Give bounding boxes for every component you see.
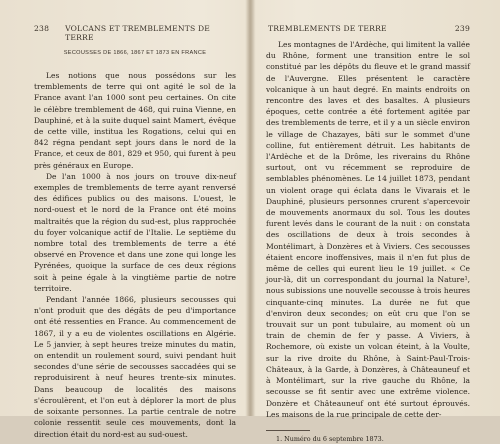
left-running-title: VOLCANS ET TREMBLEMENTS DE TERRE xyxy=(65,24,211,42)
left-page xyxy=(0,0,250,439)
footnote-divider xyxy=(266,430,310,431)
left-running-head xyxy=(34,24,236,42)
right-paragraph-1: Les montagnes de l'Ardèche, qui limitent la vallée du Rhône, forment une transition entre le sol constitué par les dépôts du fleuve et le grand massif de l'Auvergne. Elles présentent le caractère volcanique à un haut degré. En maints endroits on rencontre des laves et des basaltes. A plusieurs époques, cette contrée a été fortement agitée par des tremblements de terre, et il y a un siècle environ le village de Chazayes, bâti sur le sommet d'une colline, fut entièrement détruit. Les habitants de l'Ardèche et de la Drôme, les riverains du Rhône surtout, ont vu récemment se reproduire de semblables phénomènes. Le 14 juillet 1873, pendant un violent orage qui éclata dans le Vivarais et le Dauphiné, plusieurs personnes crurent s'apercevoir de mouvements anormaux du sol. Tous les doutes furent levés dans le courant de la nuit : on constata des oscillations de deux à trois secondes à Montélimart, à Donzères et à Viviers. Ces secousses étaient encore inoffensives, mais il n'en fut plus de même de celles qui eurent lieu le 19 juillet. « Ce jour-là, dit un correspondant du journal la Nature¹, nous subissions une nouvelle secousse à trois heures cinquante-cinq minutes. La durée ne fut que d'environ deux secondes; on eût cru que l'on se trouvait sur un pont tubulaire, au moment où un train de chemin de fer y passe. A Viviers, à Rochemore, où existe un volcan éteint, à la Voulte, sur la rive droite du Rhône, à Saint-Paul-Trois-Châteaux, à la Garde, à Donzères, à Châteauneuf et à Montélimart, sur la rive gauche du Rhône, la secousse se fit sentir avec une extrême violence. Donzère et Châteauneuf ont été surtout éprouvés. Les maisons de la rue principale de cette der- xyxy=(266,40,470,419)
left-paragraph-3: Pendant l'année 1866, plusieurs secousses qui n'ont produit que des dégâts de peu d'importance ont été ressenties en France. Au commencement de 1867, il y a eu de violentes oscillations en Algérie. Le 5 janvier, à sept heures treize minutes du matin, on entendit un roulement sourd, suivi pendant huit secondes d'une série de secousses saccadées qui se reproduisirent à neuf heures trente-six minutes. Dans beaucoup de localités des maisons s'écroulèrent, et l'on eut à déplorer la mort de plus de soixante personnes. La partie centrale de notre colonie ressentit seule ces mouvements, dont la direction était du nord-est au sud-ouest. xyxy=(34,295,236,439)
right-running-head xyxy=(266,24,470,33)
section-heading: SECOUSSES DE 1866, 1867 ET 1873 EN FRANCE xyxy=(63,50,207,56)
left-paragraph-2: De l'an 1000 à nos jours on trouve dix-neuf exemples de tremblements de terre ayant renversé des édifices publics ou des maisons. L'ouest, le nord-ouest et le nord de la France ont été moins maltraités que la région du sud-est, plus rapprochée du foyer volcanique actif de l'Italie. Le septième du nombre total des tremblements de terre a été observé en Provence et dans une zone qui longe les Pyrénées, quoique la surface de ces deux régions soit à peine égale à la vingtième partie de notre territoire. xyxy=(34,171,236,293)
right-page xyxy=(252,0,500,443)
right-running-title: TREMBLEMENTS DE TERRE xyxy=(268,24,387,33)
left-page-number: 238 xyxy=(34,24,50,33)
right-page-number: 239 xyxy=(454,24,470,33)
left-paragraph-1: Les notions que nous possédons sur les tremblements de terre qui ont agité le sol de la France avant l'an 1000 sont peu certaines. On cite le célèbre tremblement de 468, qui ruina Vienne, en Dauphiné, et à la suite duquel saint Mamert, évêque de cette ville, institua les Rogations, celui qui en 842 régna pendant sept jours dans le nord de la France, et ceux de 801, 829 et 950, qui furent à peu près généraux en Europe. xyxy=(34,71,236,170)
footnote: 1. Numéro du 6 septembre 1873. xyxy=(276,434,384,443)
